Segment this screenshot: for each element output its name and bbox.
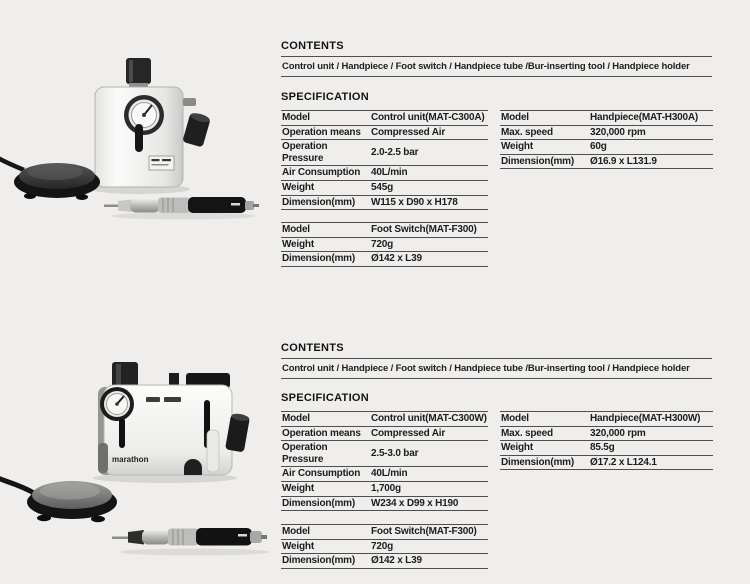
- handpiece-connector: [250, 531, 262, 543]
- control-unit-photo: [93, 362, 250, 483]
- speed-control-slot: [135, 124, 143, 152]
- spec-row-model: [500, 412, 713, 427]
- spec-row-dimension: [281, 497, 488, 512]
- foot-switch-photo: [0, 478, 117, 522]
- spec-value: 1,700g: [371, 482, 401, 494]
- spec-row-model: [500, 111, 713, 126]
- handpiece-nose: [128, 530, 144, 545]
- spec-row-model: [281, 223, 488, 238]
- spec-row-operation-means: [281, 427, 488, 442]
- spec-label: Max. speed: [501, 126, 553, 138]
- spec-row-weight: [281, 540, 488, 555]
- spec-value: Ø16.9 x L131.9: [590, 155, 657, 167]
- spec-value: 85.5g: [590, 442, 615, 454]
- specification-heading: SPECIFICATION: [281, 392, 370, 404]
- handpiece-front: [130, 199, 160, 213]
- spec-value: Foot Switch(MAT-F300): [371, 526, 477, 537]
- spec-row-air-consumption: [281, 166, 488, 181]
- spec-row-operation-pressure: [281, 140, 488, 166]
- spec-label: Dimension(mm): [282, 196, 355, 208]
- spec-label: Dimension(mm): [282, 253, 355, 265]
- spec-label: Weight: [501, 141, 533, 153]
- spec-label: Model: [282, 224, 310, 235]
- pedal-highlight: [40, 483, 100, 500]
- spec-label: Operation means: [282, 427, 361, 439]
- control-unit-photo: [90, 58, 211, 194]
- spec-value: Ø142 x L39: [371, 253, 422, 265]
- spec-value: 60g: [590, 141, 607, 153]
- corner-shading: [98, 443, 108, 473]
- spec-value: Handpiece(MAT-H300A): [590, 112, 699, 123]
- spec-label: Air Consumption: [282, 468, 361, 480]
- spec-label: Dimension(mm): [501, 456, 574, 468]
- handpiece-nose: [118, 200, 132, 213]
- handpiece-photo: [112, 528, 270, 556]
- spec-value: 320,000 rpm: [590, 126, 646, 138]
- motor-marking: [231, 203, 240, 206]
- bur-tip: [104, 205, 120, 208]
- handpiece-photo: [104, 197, 259, 220]
- spec-value: Control unit(MAT-C300W): [371, 413, 487, 424]
- foot-switch-photo: [0, 158, 100, 200]
- control-unit-spec-table: [281, 411, 488, 511]
- spec-value: Foot Switch(MAT-F300): [371, 224, 477, 235]
- product-photo-air-set: [0, 40, 270, 280]
- spec-row-weight: [281, 482, 488, 497]
- air-connector: [183, 98, 196, 106]
- spec-value: W234 x D99 x H190: [371, 497, 459, 509]
- shadow: [111, 213, 255, 220]
- power-cable: [0, 478, 34, 493]
- spec-label: Operation Pressure: [282, 141, 328, 164]
- spec-label: Dimension(mm): [501, 155, 574, 167]
- spec-row-operation-pressure: [281, 441, 488, 467]
- power-cable: [0, 158, 24, 170]
- speed-control-slot: [119, 418, 125, 448]
- spec-value: Compressed Air: [371, 427, 446, 439]
- spec-label: Weight: [282, 238, 314, 250]
- motor-marking: [238, 534, 247, 537]
- spec-value: Control unit(MAT-C300A): [371, 112, 485, 123]
- spec-row-air-consumption: [281, 467, 488, 482]
- connector-tip: [261, 535, 267, 539]
- spec-label: Air Consumption: [282, 167, 361, 179]
- spec-value: 320,000 rpm: [590, 427, 646, 439]
- spec-label: Dimension(mm): [282, 555, 355, 567]
- spec-label: Operation means: [282, 126, 361, 138]
- spec-row-max-speed: [500, 126, 713, 141]
- spec-value: Compressed Air: [371, 126, 446, 138]
- pressure-gauge: [124, 95, 164, 135]
- contents-line: Control unit / Handpiece / Foot switch / Handpiece tube /Bur-inserting tool / Handpiece holder: [281, 358, 712, 379]
- spec-row-dimension: [281, 554, 488, 569]
- spec-value: Ø17.2 x L124.1: [590, 456, 657, 468]
- spec-label: Model: [501, 413, 529, 424]
- spec-label: Weight: [282, 540, 314, 552]
- spec-row-model: [281, 525, 488, 540]
- handpiece-spec-table: [500, 411, 713, 470]
- spec-value: Ø142 x L39: [371, 555, 422, 567]
- contents-line: Control unit / Handpiece / Foot switch / Handpiece tube /Bur-inserting tool / Handpiece holder: [281, 56, 712, 77]
- spec-row-dimension: [500, 155, 713, 170]
- spec-label: Model: [282, 112, 310, 123]
- handpiece-front: [142, 530, 170, 545]
- spec-row-dimension: [500, 456, 713, 471]
- spec-row-weight: [500, 140, 713, 155]
- foot-switch-spec-table: [281, 222, 488, 267]
- handpiece-motor-body: [196, 528, 252, 546]
- contents-heading: CONTENTS: [281, 40, 344, 52]
- pressure-gauge: [100, 387, 134, 421]
- spec-value: 720g: [371, 238, 393, 250]
- connector-tip: [253, 204, 259, 207]
- spec-row-weight: [281, 181, 488, 196]
- spec-value: 40L/min: [371, 167, 408, 179]
- spec-row-dimension: [281, 252, 488, 267]
- spec-row-model: [281, 412, 488, 427]
- spec-value: Handpiece(MAT-H300W): [590, 413, 701, 424]
- shadow: [120, 549, 270, 556]
- spec-row-weight: [281, 238, 488, 253]
- control-unit-spec-table: [281, 110, 488, 210]
- cap-highlight: [129, 60, 133, 82]
- spec-label: Weight: [501, 442, 533, 454]
- foot-switch-spec-table: [281, 524, 488, 569]
- spec-label: Model: [282, 526, 310, 537]
- spec-row-dimension: [281, 196, 488, 211]
- spec-label: Model: [282, 413, 310, 424]
- spec-value: 2.5-3.0 bar: [371, 447, 419, 459]
- spec-value: 2.0-2.5 bar: [371, 146, 419, 158]
- specification-heading: SPECIFICATION: [281, 91, 370, 103]
- brand-logo-text: marathon: [112, 455, 149, 464]
- spec-label: Weight: [282, 482, 314, 494]
- spec-row-weight: [500, 441, 713, 456]
- spec-value: W115 x D90 x H178: [371, 196, 458, 208]
- spec-label: Dimension(mm): [282, 497, 355, 509]
- contents-heading: CONTENTS: [281, 342, 344, 354]
- model-label-plate: [149, 156, 174, 170]
- spec-label: Weight: [282, 181, 314, 193]
- spec-label: Max. speed: [501, 427, 553, 439]
- spec-row-max-speed: [500, 427, 713, 442]
- spec-row-model: [281, 111, 488, 126]
- bur-tip: [112, 537, 130, 540]
- spec-label: Model: [501, 112, 529, 123]
- spec-row-operation-means: [281, 126, 488, 141]
- handpiece-connector: [245, 201, 254, 210]
- handpiece-spec-table: [500, 110, 713, 169]
- handpiece-holder: [182, 111, 211, 147]
- spec-value: 545g: [371, 181, 393, 193]
- spec-value: 40L/min: [371, 468, 408, 480]
- tube-post: [207, 430, 219, 472]
- spec-value: 720g: [371, 540, 393, 552]
- pedal-highlight: [27, 164, 83, 180]
- spec-label: Operation Pressure: [282, 442, 328, 465]
- product-photo-wide-set: [0, 335, 270, 584]
